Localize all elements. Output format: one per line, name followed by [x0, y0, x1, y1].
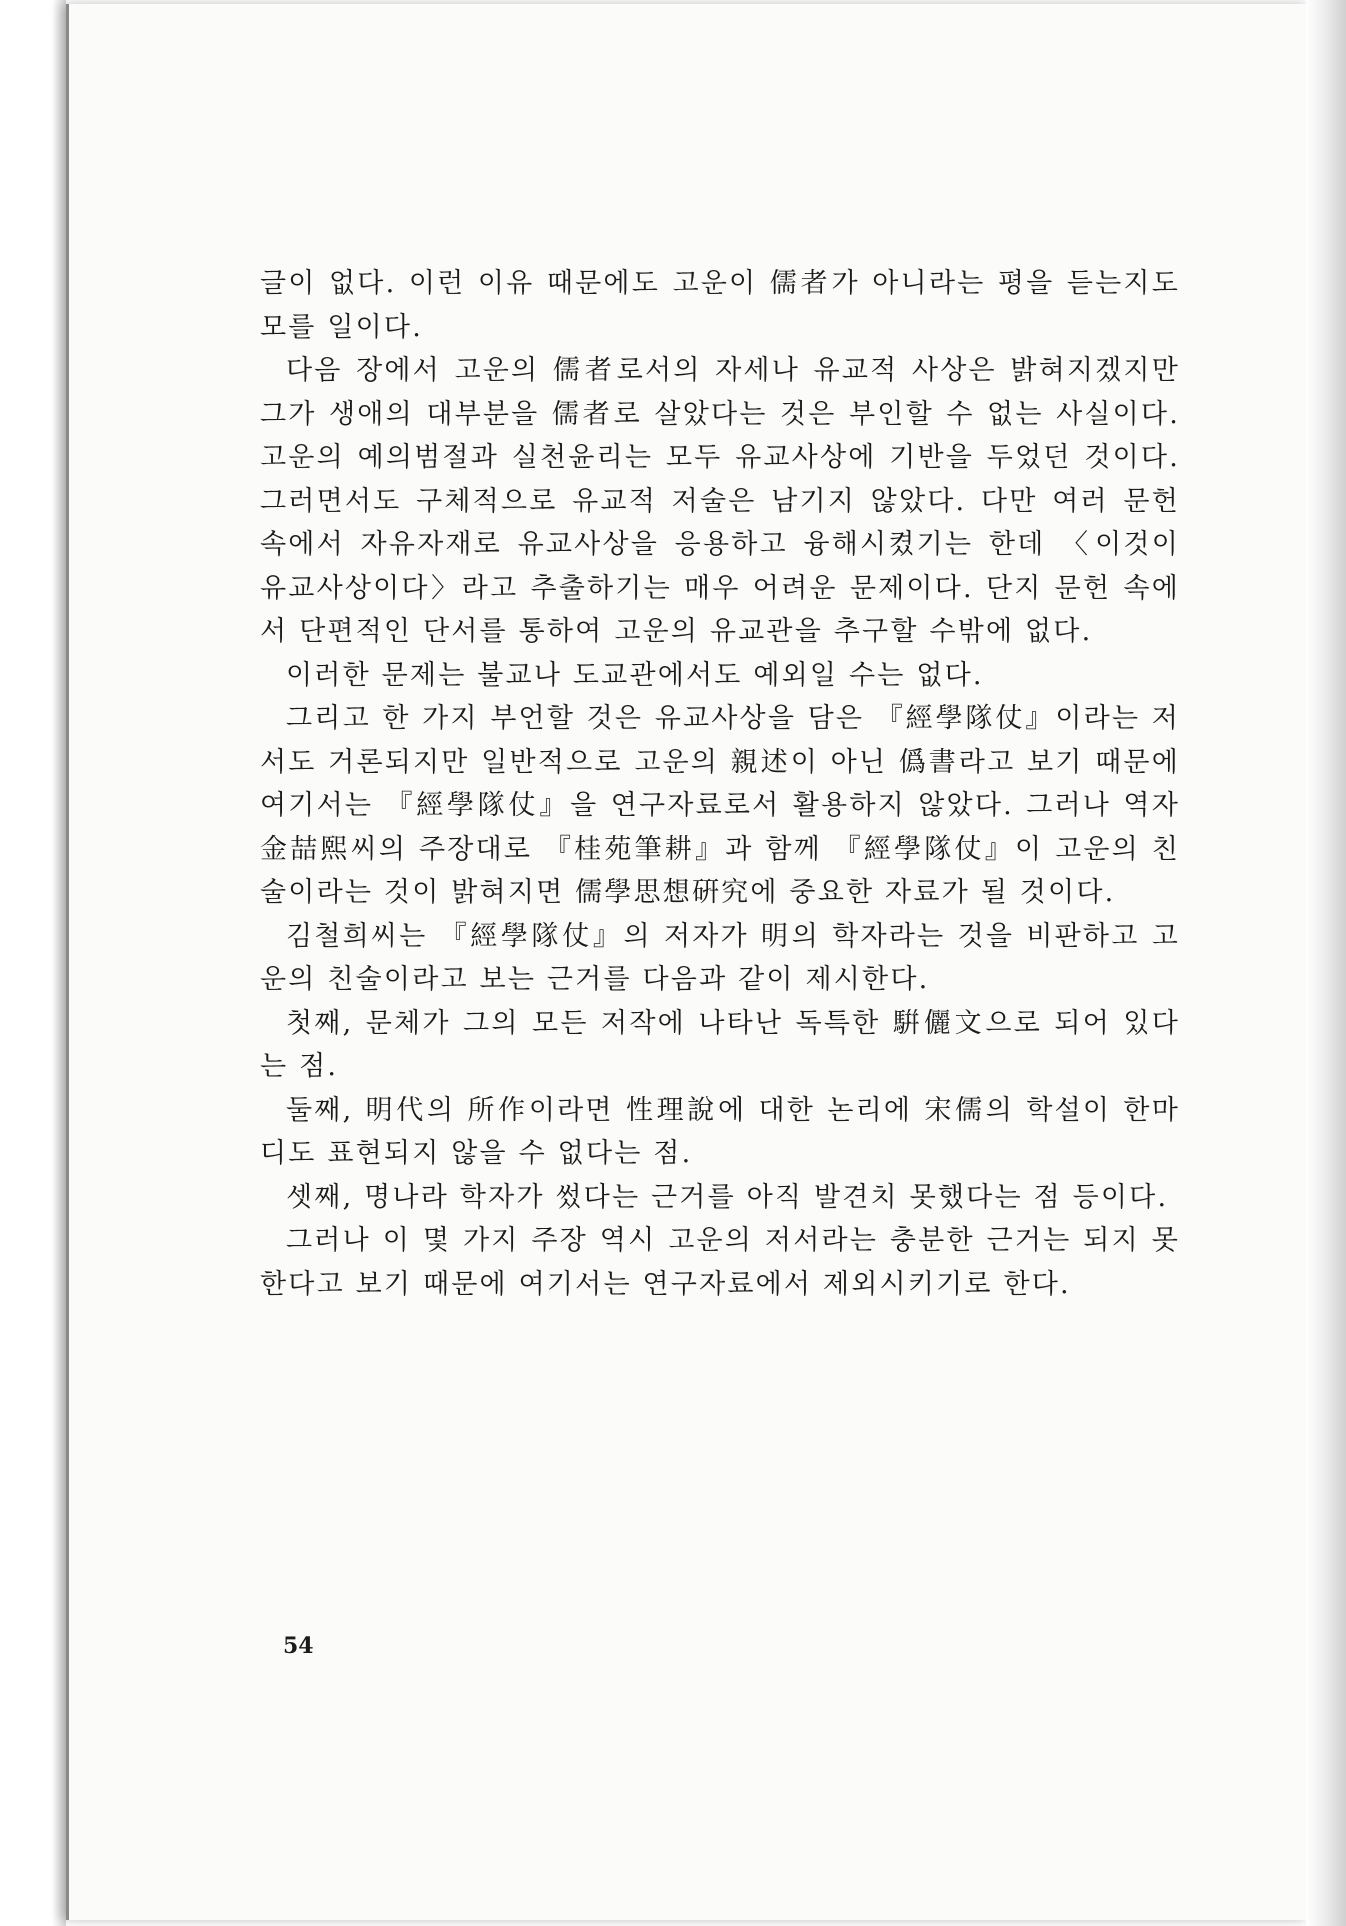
paragraph: 그리고 한 가지 부언할 것은 유교사상을 담은 『經學隊仗』이라는 저서도 거론되지만 일반적으로 고운의 親述이 아닌 僞書라고 보기 때문에 여기서는 『經學隊仗』을 연구자료로서 활용하지 않았다. 그러나 역자 金喆熙씨의 주장대로 『桂苑筆耕』과 함께 『經學隊仗』이 고운의 친술이라는 것이 밝혀지면 儒學思想硏究에 중요한 자료가 될 것이다.	[260, 703, 1180, 908]
paragraph: 글이 없다. 이런 이유 때문에도 고운이 儒者가 아니라는 평을 듣는지도 모를 일이다.	[260, 268, 1180, 343]
paragraph: 김철희씨는 『經學隊仗』의 저자가 明의 학자라는 것을 비판하고 고운의 친술이라고 보는 근거를 다음과 같이 제시한다.	[260, 920, 1180, 995]
page-number: 54	[283, 1633, 314, 1659]
paragraph: 이러한 문제는 불교나 도교관에서도 예외일 수는 없다.	[286, 659, 984, 691]
paragraph: 셋째, 명나라 학자가 썼다는 근거를 아직 발견치 못했다는 점 등이다.	[286, 1181, 1169, 1213]
paragraph: 다음 장에서 고운의 儒者로서의 자세나 유교적 사상은 밝혀지겠지만 그가 생애의 대부분을 儒者로 살았다는 것은 부인할 수 없는 사실이다. 고운의 예의범절과 실천윤리는 모두 유교사상에 기반을 두었던 것이다. 그러면서도 구체적으로 유교적 저술은 남기지 않았다. 다만 여러 문헌 속에서 자유자재로 유교사상을 응용하고 융해시켰기는 한데 〈이것이 유교사상이다〉라고 추출하기는 매우 어려운 문제이다. 단지 문헌 속에서 단편적인 단서를 통하여 고운의 유교관을 추구할 수밖에 없다.	[260, 355, 1180, 647]
paragraph: 그러나 이 몇 가지 주장 역시 고운의 저서라는 충분한 근거는 되지 못한다고 보기 때문에 여기서는 연구자료에서 제외시키기로 한다.	[260, 1225, 1180, 1300]
paragraph: 첫째, 문체가 그의 모든 저작에 나타난 독특한 騈儷文으로 되어 있다는 점.	[260, 1007, 1180, 1082]
page-left-edge	[52, 0, 66, 1926]
body-text	[260, 262, 1180, 1306]
paragraph: 둘째, 明代의 所作이라면 性理說에 대한 논리에 宋儒의 학설이 한마디도 표현되지 않을 수 없다는 점.	[260, 1094, 1180, 1169]
page-right-edge	[1306, 0, 1346, 1926]
